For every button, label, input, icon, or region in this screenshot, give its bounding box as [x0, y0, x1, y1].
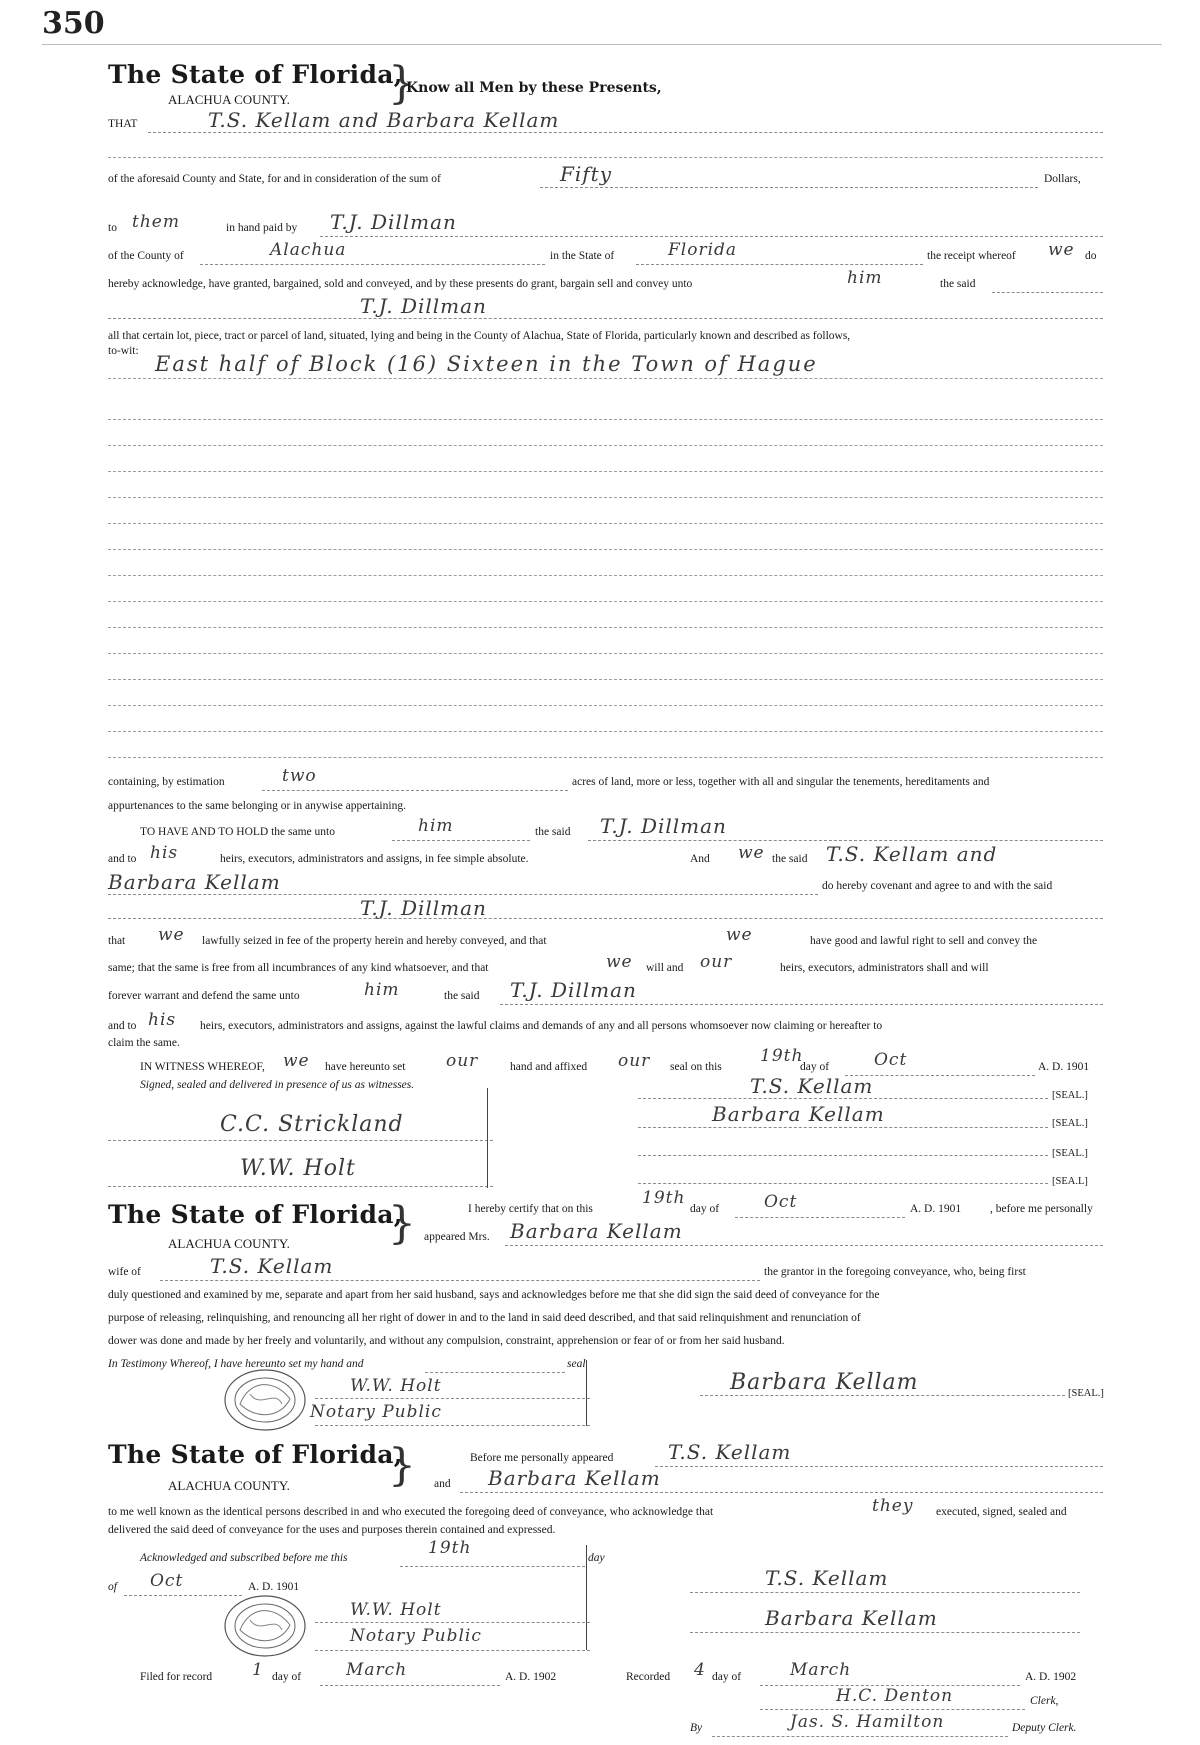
top-border — [42, 44, 1162, 45]
joint-signature-1-line — [690, 1592, 1080, 1593]
the-said-2-label: the said — [535, 826, 571, 838]
wife-signature-line — [700, 1395, 1065, 1396]
our-2-handwritten: our — [618, 1051, 651, 1071]
blank-rule — [108, 157, 1103, 158]
paid-by-line — [320, 236, 1103, 237]
wife-seal-label: [SEAL.] — [1068, 1388, 1104, 1399]
covenant-names-2-handwritten: Barbara Kellam — [108, 870, 281, 894]
seal-4-label: [SEA.L] — [1052, 1176, 1088, 1187]
to-have-name-handwritten: T.J. Dillman — [600, 814, 727, 838]
and-label: And — [690, 853, 710, 865]
joint-notary-name-handwritten: W.W. Holt — [350, 1600, 442, 1620]
claim-the-same-text: claim the same. — [108, 1037, 180, 1049]
grantor-text: the grantor in the foregoing conveyance, who, being first — [764, 1266, 1026, 1278]
joint-signature-2: Barbara Kellam — [765, 1606, 938, 1630]
free-text: same; that the same is free from all incumbrances of any kind whatsoever, and that — [108, 962, 489, 974]
joint-brace: } — [388, 1440, 416, 1491]
wife-notary-title-handwritten: Notary Public — [310, 1402, 442, 1422]
notary-seal-icon — [220, 1364, 310, 1436]
covenant-grantee-line — [108, 918, 1103, 919]
signature-3-line — [638, 1155, 1048, 1156]
joint-month-handwritten: Oct — [150, 1571, 184, 1591]
they-handwritten: they — [872, 1496, 914, 1516]
seal-1-label: [SEAL.] — [1052, 1090, 1088, 1101]
description-rule — [108, 549, 1103, 550]
will-pronoun-handwritten: we — [606, 952, 633, 972]
of-word-label: of — [108, 1581, 117, 1593]
joint-signature-2-line — [690, 1632, 1080, 1633]
witness-month-line — [845, 1075, 1035, 1076]
in-witness-label: IN WITNESS WHEREOF, — [140, 1061, 265, 1073]
and-to-2-label: and to — [108, 1020, 137, 1032]
witness-day-of-label: day of — [800, 1061, 830, 1073]
state-title: The State of Florida, — [108, 60, 403, 89]
clerk-name-handwritten: H.C. Denton — [836, 1686, 954, 1706]
joint-day-handwritten: 19th — [428, 1538, 472, 1558]
acres-text: acres of land, more or less, together with all and singular the tenements, hereditaments and — [572, 776, 990, 788]
joint-name-1-handwritten: T.S. Kellam — [668, 1440, 792, 1464]
heirs-will-text: heirs, executors, administrators shall and will — [780, 962, 989, 974]
filed-day-handwritten: 1 — [252, 1660, 264, 1680]
recorded-day-handwritten: 4 — [694, 1660, 706, 1680]
page-number: 350 — [42, 6, 105, 41]
wife-of-label: wife of — [108, 1266, 141, 1278]
recorded-day-of-label: day of — [712, 1671, 742, 1683]
paid-by-handwritten: T.J. Dillman — [330, 210, 457, 234]
description-rule — [108, 575, 1103, 576]
appurtenances-text: appurtenances to the same belonging or in anywise appertaining. — [108, 800, 406, 812]
good-pronoun-handwritten: we — [726, 925, 753, 945]
husband-line — [160, 1280, 760, 1281]
description-rule — [108, 497, 1103, 498]
filed-month-handwritten: March — [346, 1660, 408, 1680]
grantee-handwritten: T.J. Dillman — [360, 294, 487, 318]
acres-line — [262, 790, 568, 791]
grantors-line — [148, 132, 1103, 133]
that-2-label: that — [108, 935, 126, 947]
convey-unto-handwritten: him — [847, 268, 883, 288]
land-description-handwritten: East half of Block (16) Sixteen in the Town of Hague — [155, 352, 818, 376]
containing-label: containing, by estimation — [108, 776, 225, 788]
lawful-claims-text: heirs, executors, administrators and assigns, against the lawful claims and demands of any and all persons whomsoever now claiming or hereafter to — [200, 1020, 883, 1032]
well-known-text: to me well known as the identical persons described in and who executed the foregoing deed of conveyance, who acknowledge that — [108, 1506, 714, 1518]
testimony-line — [425, 1372, 565, 1373]
by-label: By — [690, 1722, 703, 1734]
signature-1-line — [638, 1098, 1048, 1099]
description-rule — [108, 471, 1103, 472]
husband-handwritten: T.S. Kellam — [210, 1254, 334, 1278]
hand-affixed-label: hand and affixed — [510, 1061, 588, 1073]
joint-name-2-handwritten: Barbara Kellam — [488, 1466, 661, 1490]
wife-day-of-label: day of — [690, 1203, 720, 1215]
county-line — [200, 264, 545, 265]
description-rule — [108, 757, 1103, 758]
witness-month-handwritten: Oct — [874, 1050, 908, 1070]
seized-text: lawfully seized in fee of the property herein and hereby conveyed, and that — [202, 935, 547, 947]
description-rule — [108, 601, 1103, 602]
seized-pronoun-handwritten: we — [158, 925, 185, 945]
of-state-handwritten: Florida — [668, 240, 738, 260]
joint-notary-title-line — [315, 1650, 590, 1651]
dollars-label: Dollars, — [1044, 173, 1081, 185]
heirs-text: heirs, executors, administrators and assigns, in fee simple absolute. — [220, 853, 529, 865]
filed-ad-label: A. D. 1902 — [505, 1671, 557, 1683]
forever-text: forever warrant and defend the same unto — [108, 990, 300, 1002]
witness-2-signature: W.W. Holt — [240, 1156, 356, 1181]
seal-word-label: seal — [567, 1358, 586, 1370]
wife-line-2: duly questioned and examined by me, separate and apart from her said husband, says and acknowledges before me that she did sign the said deed of conveyance for the — [108, 1289, 880, 1301]
signature-4-line — [638, 1183, 1048, 1184]
signed-sealed-text: Signed, sealed and delivered in presence of us as witnesses. — [140, 1079, 415, 1091]
do-label: do — [1085, 250, 1097, 262]
day-word-label: day — [588, 1552, 605, 1564]
joint-bracket — [586, 1545, 587, 1650]
description-rule — [108, 627, 1103, 628]
joint-ad-label: A. D. 1901 — [248, 1581, 300, 1593]
joint-signature-1: T.S. Kellam — [765, 1566, 889, 1590]
of-county-handwritten: Alachua — [270, 240, 347, 260]
wife-line-4: dower was done and made by her freely and voluntarily, and without any compulsion, constraint, apprehension or fear of or from her said husband. — [108, 1335, 785, 1347]
witness-1-signature: C.C. Strickland — [220, 1112, 404, 1137]
the-said-4-label: the said — [444, 990, 480, 1002]
covenant-names-1-handwritten: T.S. Kellam and — [826, 842, 998, 866]
description-rule — [108, 653, 1103, 654]
in-hand-paid-label: in hand paid by — [226, 222, 298, 234]
wife-day-handwritten: 19th — [642, 1188, 686, 1208]
that-label: THAT — [108, 118, 138, 130]
witness-ad-label: A. D. 1901 — [1038, 1061, 1090, 1073]
to-label: to — [108, 222, 117, 234]
wife-bracket — [586, 1360, 587, 1426]
filed-label: Filed for record — [140, 1671, 213, 1683]
the-said-label: the said — [940, 278, 976, 290]
good-text: have good and lawful right to sell and convey the — [810, 935, 1038, 947]
our-handwritten: our — [700, 952, 733, 972]
before-text: Before me personally appeared — [470, 1452, 614, 1464]
seal-on-this-label: seal on this — [670, 1061, 722, 1073]
seal-2-label: [SEAL.] — [1052, 1118, 1088, 1129]
sum-line — [540, 187, 1038, 188]
description-rule — [108, 679, 1103, 680]
of-county-label: of the County of — [108, 250, 184, 262]
in-state-label: in the State of — [550, 250, 615, 262]
his-2-handwritten: his — [148, 1010, 177, 1030]
description-rule — [108, 523, 1103, 524]
mrs-name-handwritten: Barbara Kellam — [510, 1219, 683, 1243]
seal-3-label: [SEAL.] — [1052, 1148, 1088, 1159]
description-rule — [108, 378, 1103, 379]
his-handwritten: his — [150, 843, 179, 863]
receipt-pronoun-handwritten: we — [1048, 240, 1075, 260]
to-wit-label: to-wit: — [108, 345, 139, 357]
joint-name-2-line — [460, 1492, 1103, 1493]
consideration-text: of the aforesaid County and State, for and in consideration of the sum of — [108, 173, 441, 185]
to-have-pronoun-handwritten: him — [418, 816, 454, 836]
description-rule — [108, 731, 1103, 732]
county-label: ALACHUA COUNTY. — [168, 92, 290, 107]
description-rule — [108, 705, 1103, 706]
filed-day-of-label: day of — [272, 1671, 302, 1683]
wife-signature: Barbara Kellam — [730, 1370, 919, 1395]
executed-text: executed, signed, sealed and — [936, 1506, 1067, 1518]
mrs-name-line — [505, 1245, 1103, 1246]
witness-2-line — [108, 1186, 493, 1187]
appeared-mrs-label: appeared Mrs. — [424, 1231, 490, 1243]
wife-notary-name-line — [315, 1398, 590, 1399]
witness-bracket — [487, 1088, 488, 1188]
will-and-label: will and — [646, 962, 684, 974]
wife-ad-label: A. D. 1901 — [910, 1203, 962, 1215]
acknowledge-text: hereby acknowledge, have granted, bargained, sold and conveyed, and by these presents do grant, bargain sell and convey unto — [108, 278, 693, 290]
joint-name-1-line — [655, 1466, 1103, 1467]
joint-and-label: and — [434, 1478, 451, 1490]
acknowledged-text: Acknowledged and subscribed before me this — [140, 1552, 348, 1564]
receipt-label: the receipt whereof — [927, 250, 1016, 262]
joint-day-line — [400, 1566, 585, 1567]
covenant-grantee-handwritten: T.J. Dillman — [360, 896, 487, 920]
sum-handwritten: Fifty — [560, 162, 613, 186]
recorded-label: Recorded — [626, 1671, 671, 1683]
our-1-handwritten: our — [446, 1051, 479, 1071]
clerk-line — [760, 1709, 1025, 1710]
witness-day-handwritten: 19th — [760, 1046, 804, 1066]
deputy-name-handwritten: Jas. S. Hamilton — [790, 1712, 945, 1732]
header-brace: } — [388, 58, 416, 109]
forever-pronoun-handwritten: him — [364, 980, 400, 1000]
forever-line — [500, 1004, 1103, 1005]
wife-notary-title-line — [315, 1425, 590, 1426]
county-label-2: ALACHUA COUNTY. — [168, 1236, 290, 1251]
wife-month-handwritten: Oct — [764, 1192, 798, 1212]
state-line — [636, 264, 923, 265]
filed-month-line — [320, 1685, 500, 1686]
description-rule — [108, 445, 1103, 446]
and-to-label: and to — [108, 853, 137, 865]
and-pronoun-handwritten: we — [738, 843, 765, 863]
know-all-heading: Know all Men by these Presents, — [406, 80, 662, 96]
forever-name-handwritten: T.J. Dillman — [510, 978, 637, 1002]
to-have-label: TO HAVE AND TO HOLD the same unto — [140, 826, 335, 838]
certify-text: I hereby certify that on this — [468, 1203, 593, 1215]
to-pronoun-handwritten: them — [132, 212, 180, 232]
deputy-label: Deputy Clerk. — [1012, 1722, 1077, 1734]
acres-handwritten: two — [282, 766, 317, 786]
covenant-text: do hereby covenant and agree to and with the said — [822, 880, 1053, 892]
grantee-line — [108, 318, 1103, 319]
to-have-line — [392, 840, 530, 841]
wife-notary-name-handwritten: W.W. Holt — [350, 1376, 442, 1396]
state-title-3: The State of Florida, — [108, 1440, 403, 1469]
signature-1: T.S. Kellam — [750, 1074, 874, 1098]
joint-notary-title-handwritten: Notary Public — [350, 1626, 482, 1646]
joint-notary-name-line — [315, 1622, 590, 1623]
witness-1-line — [108, 1140, 493, 1141]
lot-text: all that certain lot, piece, tract or parcel of land, situated, lying and being in the County of Alachua, State of Florida, particularly known and described as follows, — [108, 330, 851, 342]
the-said-3-label: the said — [772, 853, 808, 865]
delivered-text: delivered the said deed of conveyance for the uses and purposes therein contained and expressed. — [108, 1524, 556, 1536]
state-title-2: The State of Florida, — [108, 1200, 403, 1229]
to-have-name-line — [588, 840, 1103, 841]
recorded-month-handwritten: March — [790, 1660, 852, 1680]
signature-2-line — [638, 1127, 1048, 1128]
witness-pronoun-handwritten: we — [283, 1051, 310, 1071]
have-hereunto-label: have hereunto set — [325, 1061, 406, 1073]
recorded-ad-label: A. D. 1902 — [1025, 1671, 1077, 1683]
the-said-line — [992, 292, 1103, 293]
before-me-text: , before me personally — [990, 1203, 1093, 1215]
deputy-line — [712, 1736, 1008, 1737]
notary-seal-icon — [220, 1590, 310, 1662]
wife-line-3: purpose of releasing, relinquishing, and renouncing all her right of dower in and to the land in said deed described, and that said relinquishment and renunciation of — [108, 1312, 861, 1324]
clerk-label: Clerk, — [1030, 1695, 1059, 1707]
grantors-handwritten: T.S. Kellam and Barbara Kellam — [208, 108, 560, 132]
wife-brace: } — [388, 1198, 416, 1249]
signature-2: Barbara Kellam — [712, 1102, 885, 1126]
description-rule — [108, 419, 1103, 420]
testimony-text: In Testimony Whereof, I have hereunto set my hand and — [108, 1358, 364, 1370]
county-label-3: ALACHUA COUNTY. — [168, 1478, 290, 1493]
wife-month-line — [735, 1217, 905, 1218]
covenant-line — [108, 894, 818, 895]
